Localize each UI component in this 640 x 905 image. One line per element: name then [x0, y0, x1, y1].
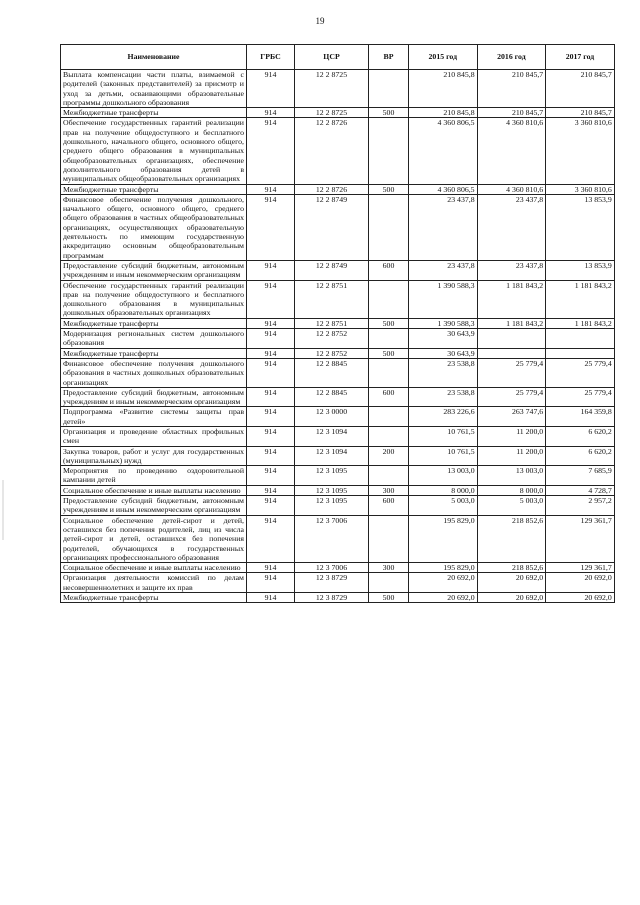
cell-name: Межбюджетные трансферты	[61, 108, 247, 118]
cell-grbs: 914	[247, 280, 295, 318]
cell-2015: 210 845,8	[409, 108, 478, 118]
cell-2017: 210 845,7	[546, 108, 615, 118]
header-2017: 2017 год	[546, 45, 615, 70]
table-row	[61, 194, 615, 260]
cell-2016: 218 852,6	[477, 563, 546, 573]
cell-name: Мероприятия по проведению оздоровительной кампании детей	[61, 466, 247, 486]
cell-2017: 4 728,7	[546, 485, 615, 495]
cell-grbs: 914	[247, 318, 295, 328]
cell-2015: 30 643,9	[409, 329, 478, 349]
cell-2017	[546, 348, 615, 358]
cell-csr: 12 2 8726	[295, 184, 369, 194]
cell-2017: 164 359,8	[546, 407, 615, 427]
cell-vr: 500	[369, 184, 409, 194]
table-row	[61, 329, 615, 349]
cell-name: Социальное обеспечение и иные выплаты населению	[61, 563, 247, 573]
cell-vr: 200	[369, 446, 409, 466]
cell-2016: 20 692,0	[477, 593, 546, 603]
table-row	[61, 348, 615, 358]
cell-2017: 6 620,2	[546, 446, 615, 466]
table-row	[61, 70, 615, 108]
table-row	[61, 485, 615, 495]
cell-2015: 283 226,6	[409, 407, 478, 427]
cell-grbs: 914	[247, 407, 295, 427]
cell-grbs: 914	[247, 70, 295, 108]
cell-2016: 20 692,0	[477, 573, 546, 593]
cell-csr: 12 2 8749	[295, 260, 369, 280]
cell-2015: 4 360 806,5	[409, 118, 478, 184]
cell-csr: 12 2 8752	[295, 329, 369, 349]
cell-vr: 600	[369, 496, 409, 516]
cell-2015: 8 000,0	[409, 485, 478, 495]
cell-2016: 218 852,6	[477, 515, 546, 562]
cell-grbs: 914	[247, 260, 295, 280]
table-row	[61, 426, 615, 446]
cell-2017: 210 845,7	[546, 70, 615, 108]
cell-vr	[369, 426, 409, 446]
cell-2015: 23 538,8	[409, 358, 478, 387]
cell-grbs: 914	[247, 184, 295, 194]
cell-grbs: 914	[247, 118, 295, 184]
cell-csr: 12 3 0000	[295, 407, 369, 427]
cell-2015: 23 538,8	[409, 387, 478, 407]
cell-name: Межбюджетные трансферты	[61, 348, 247, 358]
cell-2015: 20 692,0	[409, 573, 478, 593]
header-csr: ЦСР	[295, 45, 369, 70]
cell-2015: 23 437,8	[409, 260, 478, 280]
cell-2016: 210 845,7	[477, 70, 546, 108]
cell-2016: 23 437,8	[477, 194, 546, 260]
cell-2016: 11 200,0	[477, 446, 546, 466]
cell-2015: 210 845,8	[409, 70, 478, 108]
cell-csr: 12 2 8751	[295, 318, 369, 328]
cell-2016: 1 181 843,2	[477, 280, 546, 318]
budget-table	[60, 44, 615, 603]
table-row	[61, 358, 615, 387]
cell-2017: 25 779,4	[546, 387, 615, 407]
cell-grbs: 914	[247, 348, 295, 358]
cell-2016: 13 003,0	[477, 466, 546, 486]
cell-grbs: 914	[247, 573, 295, 593]
cell-2016: 23 437,8	[477, 260, 546, 280]
cell-vr: 500	[369, 108, 409, 118]
cell-vr	[369, 466, 409, 486]
cell-name: Организация деятельности комиссий по делам несовершеннолетних и защите их прав	[61, 573, 247, 593]
cell-csr: 12 2 8751	[295, 280, 369, 318]
cell-vr: 500	[369, 593, 409, 603]
cell-name: Предоставление субсидий бюджетным, автономным учреждениям и иным некоммерческим организациям	[61, 387, 247, 407]
cell-grbs: 914	[247, 194, 295, 260]
cell-2017: 2 957,2	[546, 496, 615, 516]
cell-2016: 1 181 843,2	[477, 318, 546, 328]
cell-2015: 10 761,5	[409, 446, 478, 466]
cell-2015: 13 003,0	[409, 466, 478, 486]
cell-vr: 600	[369, 260, 409, 280]
cell-2017: 20 692,0	[546, 593, 615, 603]
table-row	[61, 446, 615, 466]
header-row	[61, 45, 615, 70]
table-row	[61, 573, 615, 593]
header-grbs: ГРБС	[247, 45, 295, 70]
cell-2016: 11 200,0	[477, 426, 546, 446]
cell-vr	[369, 280, 409, 318]
cell-grbs: 914	[247, 496, 295, 516]
cell-csr: 12 2 8726	[295, 118, 369, 184]
cell-csr: 12 3 1095	[295, 485, 369, 495]
cell-name: Организация и проведение областных профильных смен	[61, 426, 247, 446]
header-vr: ВР	[369, 45, 409, 70]
table-row	[61, 318, 615, 328]
cell-grbs: 914	[247, 446, 295, 466]
cell-2017: 1 181 843,2	[546, 318, 615, 328]
cell-2017: 1 181 843,2	[546, 280, 615, 318]
cell-csr: 12 3 7006	[295, 563, 369, 573]
cell-grbs: 914	[247, 329, 295, 349]
table-row	[61, 466, 615, 486]
cell-csr: 12 2 8845	[295, 358, 369, 387]
header-name: Наименование	[61, 45, 247, 70]
cell-2016: 5 003,0	[477, 496, 546, 516]
cell-name: Межбюджетные трансферты	[61, 318, 247, 328]
cell-2017: 3 360 810,6	[546, 184, 615, 194]
cell-grbs: 914	[247, 426, 295, 446]
cell-vr	[369, 358, 409, 387]
cell-2015: 1 390 588,3	[409, 318, 478, 328]
cell-grbs: 914	[247, 593, 295, 603]
cell-name: Финансовое обеспечение получения дошкольного образования в частных дошкольных образовательных организациях	[61, 358, 247, 387]
cell-2016	[477, 329, 546, 349]
cell-vr	[369, 70, 409, 108]
table-row	[61, 260, 615, 280]
header-2016: 2016 год	[477, 45, 546, 70]
cell-2017: 20 692,0	[546, 573, 615, 593]
cell-csr: 12 3 1094	[295, 446, 369, 466]
cell-2016	[477, 348, 546, 358]
cell-2017: 129 361,7	[546, 563, 615, 573]
cell-vr	[369, 573, 409, 593]
cell-name: Закупка товаров, работ и услуг для государственных (муниципальных) нужд	[61, 446, 247, 466]
cell-vr	[369, 194, 409, 260]
cell-2015: 195 829,0	[409, 515, 478, 562]
cell-name: Межбюджетные трансферты	[61, 593, 247, 603]
cell-name: Выплата компенсации части платы, взимаемой с родителей (законных представителей) за присмотр и уход за детьми, осваивающими образовательные программы дошкольного образования	[61, 70, 247, 108]
cell-name: Модернизация региональных систем дошкольного образования	[61, 329, 247, 349]
cell-2016: 25 779,4	[477, 387, 546, 407]
cell-csr: 12 3 8729	[295, 573, 369, 593]
cell-csr: 12 2 8725	[295, 108, 369, 118]
cell-grbs: 914	[247, 485, 295, 495]
table-row	[61, 387, 615, 407]
cell-grbs: 914	[247, 563, 295, 573]
table-row	[61, 563, 615, 573]
cell-2017: 6 620,2	[546, 426, 615, 446]
cell-name: Подпрограмма «Развитие системы защиты прав детей»	[61, 407, 247, 427]
cell-vr: 500	[369, 318, 409, 328]
cell-vr: 300	[369, 485, 409, 495]
table-body	[61, 70, 615, 603]
page-number: 19	[315, 16, 325, 26]
cell-2015: 1 390 588,3	[409, 280, 478, 318]
cell-csr: 12 2 8752	[295, 348, 369, 358]
table-row	[61, 118, 615, 184]
cell-vr	[369, 118, 409, 184]
cell-csr: 12 2 8845	[295, 387, 369, 407]
cell-vr: 300	[369, 563, 409, 573]
cell-vr: 600	[369, 387, 409, 407]
cell-name: Предоставление субсидий бюджетным, автономным учреждениям и иным некоммерческим организациям	[61, 260, 247, 280]
cell-csr: 12 3 1094	[295, 426, 369, 446]
cell-name: Социальное обеспечение и иные выплаты населению	[61, 485, 247, 495]
cell-grbs: 914	[247, 108, 295, 118]
cell-name: Обеспечение государственных гарантий реализации прав на получение общедоступного и бесплатного дошкольного образования в муниципальных дошкольных образовательных организациях	[61, 280, 247, 318]
cell-2015: 23 437,8	[409, 194, 478, 260]
scan-edge-mark	[2, 480, 4, 540]
cell-2017: 13 853,9	[546, 260, 615, 280]
cell-2015: 4 360 806,5	[409, 184, 478, 194]
cell-2016: 210 845,7	[477, 108, 546, 118]
cell-2016: 263 747,6	[477, 407, 546, 427]
table-row	[61, 407, 615, 427]
cell-grbs: 914	[247, 358, 295, 387]
table-row	[61, 496, 615, 516]
cell-vr	[369, 515, 409, 562]
cell-2017: 129 361,7	[546, 515, 615, 562]
cell-2017	[546, 329, 615, 349]
cell-2015: 20 692,0	[409, 593, 478, 603]
cell-2017: 7 685,9	[546, 466, 615, 486]
cell-grbs: 914	[247, 515, 295, 562]
table-row	[61, 108, 615, 118]
cell-csr: 12 3 1095	[295, 496, 369, 516]
cell-2015: 30 643,9	[409, 348, 478, 358]
cell-2016: 25 779,4	[477, 358, 546, 387]
cell-name: Межбюджетные трансферты	[61, 184, 247, 194]
cell-vr: 500	[369, 348, 409, 358]
table-row	[61, 184, 615, 194]
cell-name: Предоставление субсидий бюджетным, автономным учреждениям и иным некоммерческим организациям	[61, 496, 247, 516]
cell-2015: 10 761,5	[409, 426, 478, 446]
cell-csr: 12 3 7006	[295, 515, 369, 562]
cell-2017: 13 853,9	[546, 194, 615, 260]
cell-csr: 12 3 1095	[295, 466, 369, 486]
cell-2016: 4 360 810,6	[477, 184, 546, 194]
cell-2015: 195 829,0	[409, 563, 478, 573]
cell-2017: 25 779,4	[546, 358, 615, 387]
cell-name: Обеспечение государственных гарантий реализации прав на получение общедоступного и бесплатного дошкольного, начального общего, основного общего, среднего общего образования в муниципальных общеобразовательных организациях, обеспечение дополнительного образования детей в муниципальных общеобразовательных организациях	[61, 118, 247, 184]
cell-2017: 3 360 810,6	[546, 118, 615, 184]
cell-csr: 12 2 8725	[295, 70, 369, 108]
table-row	[61, 280, 615, 318]
cell-2016: 4 360 810,6	[477, 118, 546, 184]
header-2015: 2015 год	[409, 45, 478, 70]
cell-name: Социальное обеспечение детей-сирот и детей, оставшихся без попечения родителей, лиц из числа детей-сирот и детей, оставшихся без попечения родителей, обучающихся в государственных организациях профессионального образования	[61, 515, 247, 562]
cell-csr: 12 3 8729	[295, 593, 369, 603]
table-row	[61, 593, 615, 603]
cell-name: Финансовое обеспечение получения дошкольного, начального общего, основного общего, среднего общего образования в частных общеобразовательных организациях, осуществляющих образовательную деятельность по имеющим государственную аккредитацию основным общеобразовательным программам	[61, 194, 247, 260]
cell-grbs: 914	[247, 466, 295, 486]
cell-csr: 12 2 8749	[295, 194, 369, 260]
cell-2016: 8 000,0	[477, 485, 546, 495]
table-row	[61, 515, 615, 562]
cell-vr	[369, 407, 409, 427]
cell-vr	[369, 329, 409, 349]
cell-2015: 5 003,0	[409, 496, 478, 516]
cell-grbs: 914	[247, 387, 295, 407]
